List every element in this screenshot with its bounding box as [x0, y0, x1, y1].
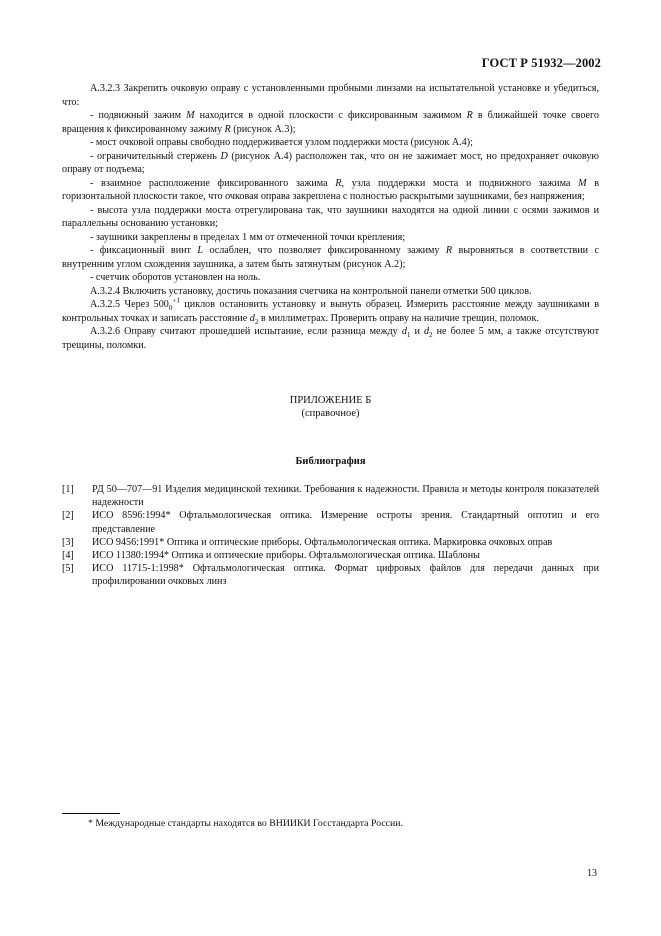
- bullet-limit-rod: - ограничительный стержень D (рисунок А.4) расположен так, что он не зажимает мост, но предохраняет очковую оправу от подъема;: [62, 150, 599, 175]
- bullet-bridge-support: - мост очковой оправы свободно поддерживается узлом поддержки моста (рисунок А.4);: [90, 137, 473, 148]
- annex-title: ПРИЛОЖЕНИЕ Б: [289, 395, 372, 406]
- annex-heading: [62, 394, 599, 420]
- bibliography-item-number: [1]: [62, 484, 74, 495]
- bibliography-item-number: [5]: [62, 563, 74, 575]
- annex-subtitle: (справочное): [301, 408, 360, 419]
- bullet-relative-position: - взаимное расположение фиксированного зажима R, узла поддержки моста и подвижного зажима M в горизонтальной плоскости такое, что очковая оправа закреплена с полностью раскрытыми заушниками, без напряжения;: [62, 177, 599, 202]
- bibliography-item-number: [4]: [62, 550, 74, 562]
- bibliography-item: [62, 562, 599, 588]
- bibliography-item: [62, 536, 599, 549]
- bibliography-item-text: ИСО 11715-1:1998* Офтальмологическая оптика. Формат цифровых файлов для передачи данных при профилировании очковых линз: [92, 563, 599, 588]
- bibliography-item-text: ИСО 11380:1994* Оптика и оптические приборы. Офтальмологическая оптика. Шаблоны: [92, 550, 480, 562]
- footnote-divider: [62, 813, 120, 814]
- bullet-temples-fixed: - заушники закреплены в пределах 1 мм от отмеченной точки крепления;: [90, 231, 406, 243]
- bibliography-item-number: [3]: [62, 536, 74, 548]
- bibliography-item: [62, 509, 599, 535]
- paragraph-a3-2-5: А.3.2.5 Через $500_0^{+1}$ циклов остановить установку и вынуть образец. Измерить расстояние между заушниками в контрольных точках и записать расстояние $d_2$ в миллиметрах. Проверить оправу на наличие трещин, поломок.: [62, 296, 599, 326]
- bibliography-item-text: ИСО 8596:1994* Офтальмологическая оптика. Измерение остроты зрения. Стандартный оптотип и его представление: [92, 510, 599, 535]
- bibliography-title: Библиография: [295, 456, 366, 467]
- bibliography-item-number: [2]: [62, 510, 74, 522]
- page-number: 13: [587, 868, 597, 879]
- bibliography-item-text: РД 50—707—91 Изделия медицинской техники. Требования к надежности. Правила и методы контроля показателей надежности: [92, 484, 599, 509]
- paragraph-a3-2-4: А.3.2.4 Включить установку, достичь показания счетчика на контрольной панели отметки 500 циклов.: [90, 285, 532, 297]
- bullet-bridge-height: - высота узла поддержки моста отрегулирована так, что заушники находятся на одной линии с осями зажимов и параллельны основанию установки;: [62, 204, 599, 229]
- paragraph-a3-2-3: А.3.2.3 Закрепить очковую оправу с установленными пробными линзами на испытательной установке и убедиться, что:: [62, 83, 599, 108]
- test-procedure-text: [62, 82, 599, 352]
- document-header-standard-code: ГОСТ Р 51932—2002: [481, 56, 601, 70]
- bullet-counter-zero: - счетчик оборотов установлен на ноль.: [90, 272, 261, 283]
- footnote: * Международные стандарты находятся во ВНИИКИ Госстандарта России.: [88, 818, 403, 829]
- bullet-movable-clamp: - подвижный зажим M находится в одной плоскости с фиксированным зажимом R в ближайшей точке своего вращения к фиксированному зажиму R (рисунок А.3);: [62, 110, 599, 135]
- bibliography-item: [62, 483, 599, 509]
- bullet-fixing-screw: - фиксационный винт L ослаблен, что позволяет фиксированному зажиму R выровняться в соответствии с внутренним углом схождения заушника, а затем быть затянутым (рисунок А.2);: [62, 245, 599, 270]
- bibliography-list: [62, 483, 599, 589]
- bibliography-item: [62, 549, 599, 562]
- bibliography-item-text: ИСО 9456:1991* Оптика и оптические приборы. Офтальмологическая оптика. Маркировка очковых оправ: [92, 536, 553, 548]
- paragraph-a3-2-6: А.3.2.6 Оправу считают прошедшей испытание, если разница между $d_1$ и $d_2$ не более 5 мм, а также отсутствуют трещины, поломки.: [62, 326, 599, 351]
